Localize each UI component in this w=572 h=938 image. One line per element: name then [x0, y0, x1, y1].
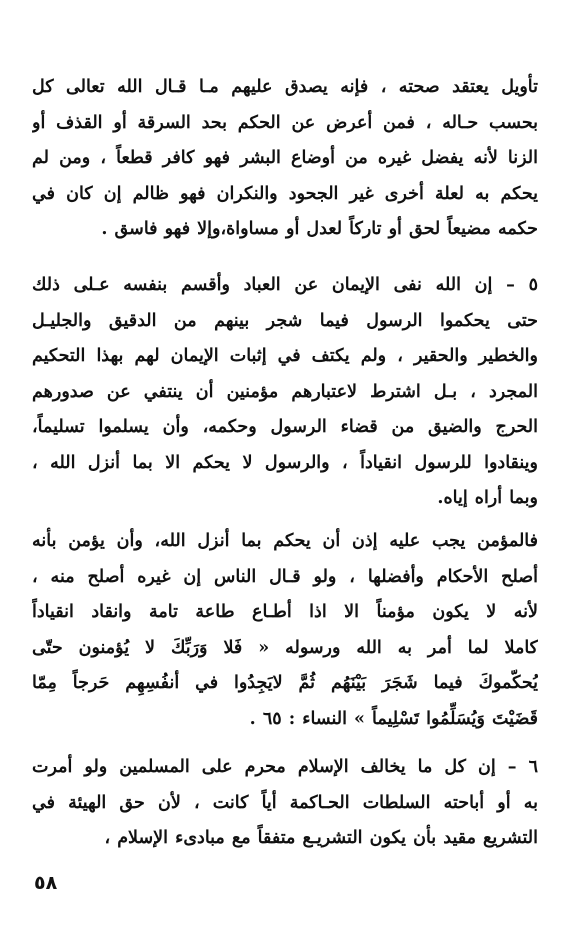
text-line: حتى يحكموا الرسول فيما شجر بينهم من الدقيق والجليـل: [32, 310, 538, 331]
page-number: ٥٨: [34, 872, 58, 894]
text-line: الحرج والضيق من قضاء الرسول وحكمه، وأن يسلموا تسليماً،: [32, 417, 538, 437]
text-line: أصلح الأحكام وأفضلها ، ولو قـال الناس إن غيره أصلح منه ،: [32, 566, 538, 587]
text-line: والخطير والحقير ، ولم يكتف في إثبات الإيمان لهم بهذا التحكيم: [32, 346, 538, 366]
text-line: حكمه مضيعاً لحق أو تاركاً لعدل أو مساواة،وإلا فهو فاسق .: [101, 219, 538, 239]
text-line: التشريع مقيد بأن يكون التشريـع متفقاً مع مبادىء الإسلام ،: [104, 828, 538, 848]
text-line: قَضَيْتَ وَيُسَلِّمُوا تَسْلِيماً » النساء : ٦٥ .: [249, 708, 538, 729]
text-line: كاملا لما أمر به الله ورسوله « فَلا وَرَبِّكَ لا يُؤمنون حتّى: [32, 637, 538, 658]
text-line: الزنا لأنه يفضل غيره من أوضاع البشر فهو كافر قطعاً ، ومن لم: [32, 148, 538, 168]
text-line: تأويل يعتقد صحته ، فإنه يصدق عليهم مـا قـال الله تعالى كل: [32, 77, 538, 97]
paragraph-3: [32, 524, 538, 737]
text-line: ٥ – إن الله نفى الإيمان عن العباد وأقسم بنفسه عـلى ذلك: [32, 275, 538, 295]
text-line: المجرد ، بـل اشترط لاعتبارهم مؤمنين أن ينتفي عن صدورهم: [32, 381, 538, 402]
paragraph-2: [32, 268, 538, 517]
text-line: لأنه لا يكون مؤمناً الا اذا أطـاع طاعة تامة وانقاد انقياداً: [32, 602, 538, 622]
text-line: بحسب حـاله ، فمن أعرض عن الحكم بحد السرقة أو القذف أو: [32, 112, 538, 133]
text-line: به أو أباحته السلطات الحـاكمة أياً كانت ، لأن حق الهيئة في: [32, 792, 538, 813]
text-line: ٦ – إن كل ما يخالف الإسلام محرم على المسلمين ولو أمرت: [32, 757, 538, 777]
text-line: فالمؤمن يجب عليه إذن أن يحكم بما أنزل الله، وأن يؤمن بأنه: [32, 531, 538, 551]
paragraph-4: [32, 750, 538, 857]
text-line: وبما أراه إياه.: [437, 488, 538, 508]
text-line: يُحكّموكَ فيما شَجَرَ بَيْنَهُم ثُمَّ لايَجِدُوا في أنفُسِهِم حَرجاً مِمّا: [32, 673, 538, 693]
text-line: وينقادوا للرسول انقياداً ، والرسول لا يحكم الا بما أنزل الله ،: [32, 452, 538, 473]
paragraph-1: [32, 70, 538, 248]
text-line: يحكم به لعلة أخرى غير الجحود والنكران فهو ظالم إن كان في: [32, 183, 538, 204]
